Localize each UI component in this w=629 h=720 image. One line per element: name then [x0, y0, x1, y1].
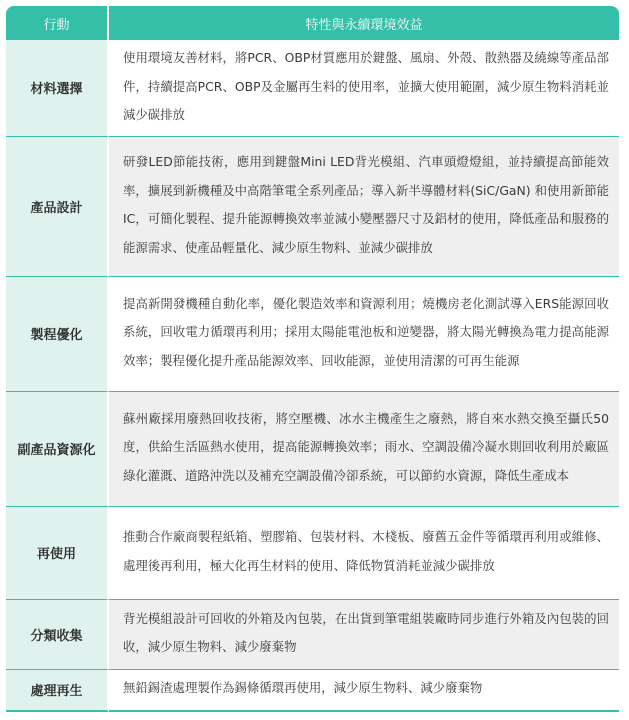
row-label-process-optimization: 製程優化	[6, 277, 109, 392]
table-row	[6, 507, 619, 600]
table-row	[6, 40, 619, 137]
row-label-material-selection: 材料選擇	[6, 40, 109, 137]
table-row	[6, 137, 619, 277]
table-header-row	[6, 6, 619, 40]
row-description: 研發LED節能技術，應用到鍵盤Mini LED背光模組、汽車頭燈燈組，並持續提高節能效率，擴展到新機種及中高階筆電全系列產品；導入新半導體材料(SiC/GaN) 和使用新節能 IC，可簡化製程、提升能源轉換效率並減小變壓器尺寸及鋁材的使用，降低產品和服務的能源需求、使產品輕量化、減少原生物料、並減少碳排放	[109, 137, 619, 277]
table-row	[6, 670, 619, 712]
column-header-benefit: 特性與永續環境效益	[109, 6, 619, 40]
row-description: 推動合作廠商製程紙箱、塑膠箱、包裝材料、木棧板、廢舊五金件等循環再利用或維修、處理後再利用，極大化再生材料的使用、降低物質消耗並減少碳排放	[109, 507, 619, 600]
row-description: 蘇州廠採用廢熱回收技術，將空壓機、冰水主機產生之廢熱，將自來水熱交換至攝氏50度，供給生活區熱水使用，提高能源轉換效率；雨水、空調設備冷凝水則回收利用於廠區綠化灌溉、道路沖洗以及補充空調設備冷卻系統，可以節約水資源，降低生產成本	[109, 392, 619, 507]
row-description: 使用環境友善材料，將PCR、OBP材質應用於鍵盤、風扇、外殼、散熱器及繞線等產品部件，持續提高PCR、OBP及金屬再生料的使用率，並擴大使用範圍，減少原生物料消耗並減少碳排放	[109, 40, 619, 137]
table-row	[6, 392, 619, 507]
table-row	[6, 277, 619, 392]
row-description: 背光模組設計可回收的外箱及內包裝，在出貨到筆電組裝廠時同步進行外箱及內包裝的回收，減少原生物料、減少廢棄物	[109, 600, 619, 670]
row-label-sorting-collection: 分類收集	[6, 600, 109, 670]
table-row	[6, 600, 619, 670]
sustainability-actions-table	[6, 6, 619, 712]
row-description: 提高新開發機種自動化率，優化製造效率和資源利用；燒機房老化測試導入ERS能源回收系統，回收電力循環再利用；採用太陽能電池板和逆變器，將太陽光轉換為電力提高能源效率；製程優化提升產品能源效率、回收能源，並使用清潔的可再生能源	[109, 277, 619, 392]
row-label-treatment-regeneration: 處理再生	[6, 670, 109, 712]
column-header-action: 行動	[6, 6, 109, 40]
row-label-product-design: 產品設計	[6, 137, 109, 277]
row-label-byproduct-recycling: 副產品資源化	[6, 392, 109, 507]
sustainability-table-container	[6, 6, 619, 712]
row-description: 無鉛錫渣處理製作為錫條循環再使用，減少原生物料、減少廢棄物	[109, 670, 619, 712]
row-label-reuse: 再使用	[6, 507, 109, 600]
